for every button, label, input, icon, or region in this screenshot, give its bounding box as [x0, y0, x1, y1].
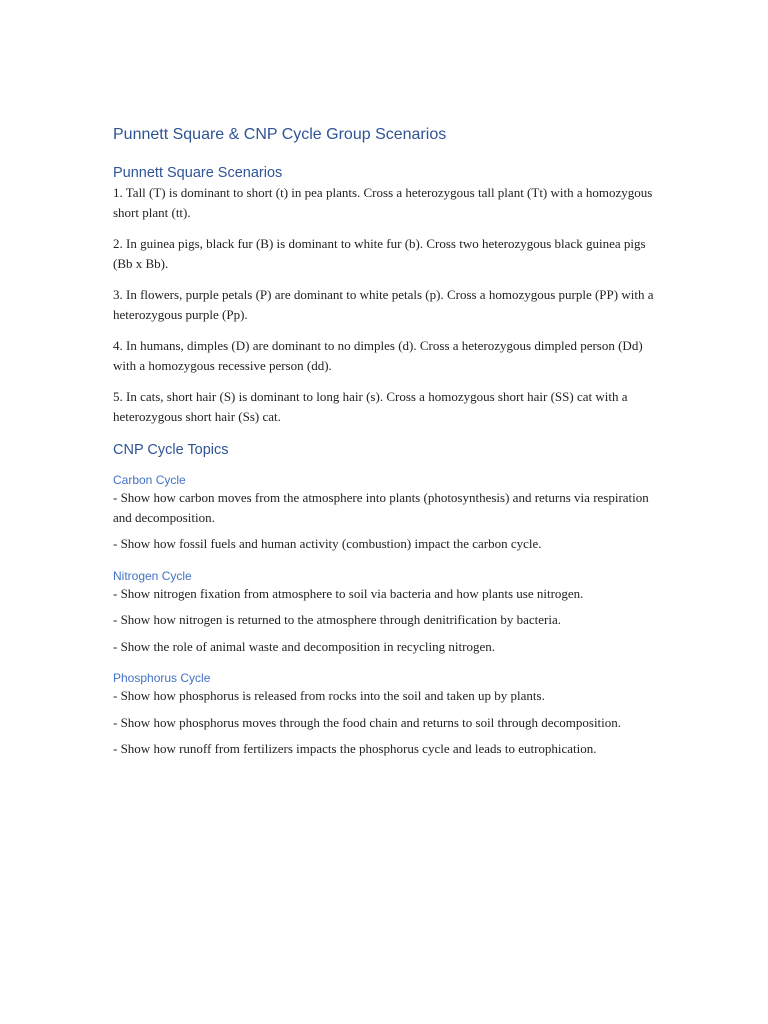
nitrogen-item-3: - Show the role of animal waste and decomposition in recycling nitrogen. [113, 638, 495, 654]
punnett-item-4: 4. In humans, dimples (D) are dominant to no dimples (d). Cross a heterozygous dimpled person (Dd) with a homozygous recessive person (dd). [113, 338, 643, 373]
cnp-heading: CNP Cycle Topics [113, 442, 229, 458]
phosphorus-item-1: - Show how phosphorus is released from rocks into the soil and taken up by plants. [113, 688, 545, 703]
nitrogen-item-1: - Show nitrogen fixation from atmosphere to soil via bacteria and how plants use nitrogen. [113, 585, 584, 601]
carbon-item-1: - Show how carbon moves from the atmosphere into plants (photosynthesis) and returns via respiration and decomposition. [113, 490, 649, 525]
phosphorus-item-3: - Show how runoff from fertilizers impacts the phosphorus cycle and leads to eutrophication. [113, 741, 597, 756]
punnett-item-2: 2. In guinea pigs, black fur (B) is dominant to white fur (b). Cross two heterozygous black guinea pigs (Bb x Bb). [113, 236, 646, 271]
punnett-heading: Punnett Square Scenarios [113, 165, 283, 181]
nitrogen-heading: Nitrogen Cycle [113, 568, 192, 583]
document-page [113, 124, 658, 759]
punnett-item-3: 3. In flowers, purple petals (P) are dominant to white petals (p). Cross a homozygous purple (PP) with a heterozygous purple (Pp). [113, 287, 654, 322]
carbon-heading: Carbon Cycle [113, 473, 186, 487]
carbon-item-2: - Show how fossil fuels and human activity (combustion) impact the carbon cycle. [113, 536, 542, 551]
document-title: Punnett Square & CNP Cycle Group Scenarios [113, 126, 447, 143]
punnett-item-1: 1. Tall (T) is dominant to short (t) in pea plants. Cross a heterozygous tall plant (Tt) with a homozygous short plant (tt). [113, 185, 653, 220]
phosphorus-item-2: - Show how phosphorus moves through the food chain and returns to soil through decomposition. [113, 714, 622, 730]
nitrogen-item-2: - Show how nitrogen is returned to the atmosphere through denitrification by bacteria. [113, 612, 562, 627]
punnett-item-5: 5. In cats, short hair (S) is dominant to long hair (s). Cross a homozygous short hair (SS) cat with a heterozygous short hair (Ss) cat. [113, 389, 628, 424]
phosphorus-heading: Phosphorus Cycle [113, 671, 211, 685]
